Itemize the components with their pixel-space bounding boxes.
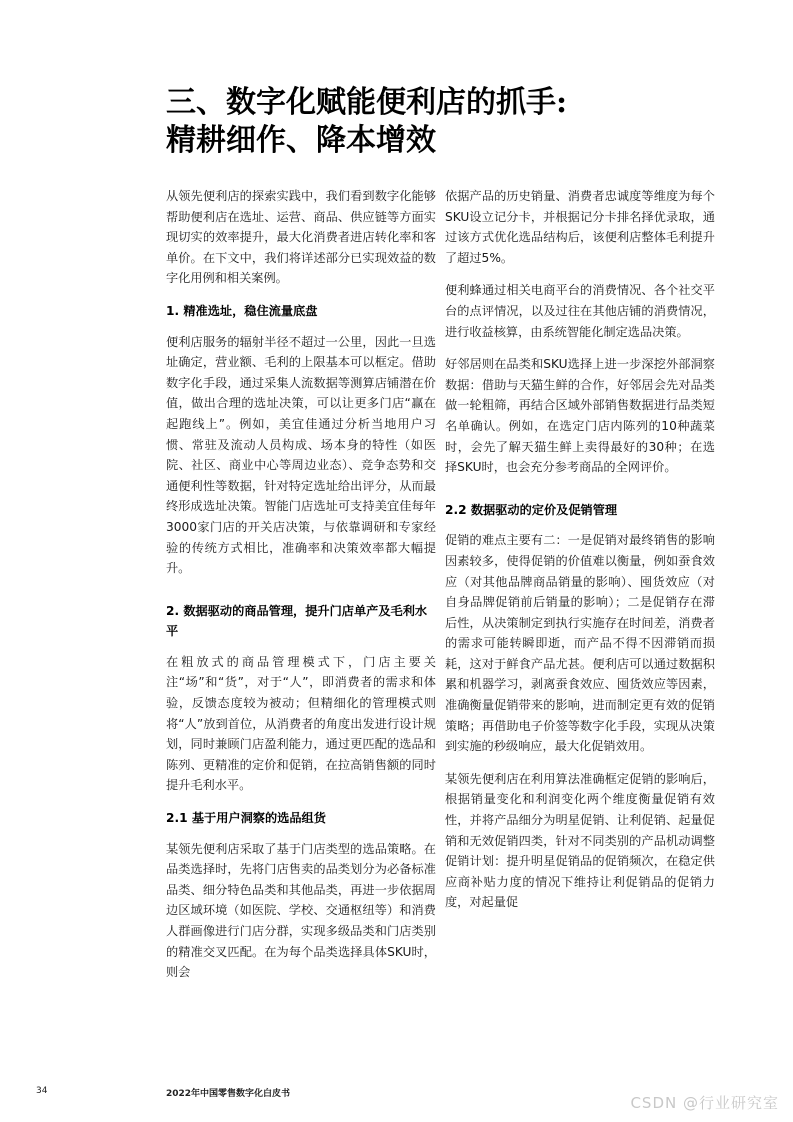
haolinju-paragraph: 好邻居则在品类和SKU选择上进一步深挖外部洞察数据：借助与天猫生鲜的合作，好邻居会先对品类做一轮粗筛，再结合区域外部销售数据进行品类短名单确认。例如，在选定门店内陈列的10种蔬菜时，会先了解天猫生鲜上卖得最好的30种；在选择SKU时，也会充分参考商品的全网评价。 — [445, 357, 715, 475]
section-heading-2: 2. 数据驱动的商品管理，提升门店单产及毛利水平 — [166, 603, 428, 639]
page-number: 34 — [36, 1086, 48, 1096]
intro-paragraph: 从领先便利店的探索实践中，我们看到数字化能够帮助便利店在选址、运营、商品、供应链等方面实现切实的效率提升，最大化消费者进店转化率和客单价。在下文中，我们将详述部分已实现效益的数字化用例和相关案例。 — [166, 189, 436, 286]
title-line-1: 三、数字化赋能便利店的抓手: — [166, 85, 568, 120]
section-1-paragraph: 便利店服务的辐射半径不超过一公里，因此一旦选址确定，营业额、毛利的上限基本可以框定。借助数字化手段，通过采集人流数据等测算店铺潜在价值，做出合理的选址决策，可以让更多门店“赢在起跑线上”。例如，美宜佳通过分析当地用户习惯、常驻及流动人员构成、场本身的特性（如医院、社区、商业中心等周边业态）、竞争态势和交通便利性等数据，针对特定选址给出评分，从而最终形成选址决策。智能门店选址可支持美宜佳每年3000家门店的开关店决策，与依靠调研和专家经验的传统方式相比，准确率和决策效率都大幅提升。 — [166, 334, 436, 576]
section-2-1-continued-paragraph: 依据产品的历史销量、消费者忠诚度等维度为每个SKU设立记分卡，并根据记分卡排名择优录取，通过该方式优化选品结构后，该便利店整体毛利提升了超过5%。 — [445, 189, 715, 265]
section-heading-2-2: 2.2 数据驱动的定价及促销管理 — [445, 502, 618, 517]
promotion-difficulty-paragraph: 促销的难点主要有二：一是促销对最终销售的影响因素较多，使得促销的价值难以衡量，例如蚕食效应（对其他品牌商品销量的影响）、囤货效应（对自身品牌促销前后销量的影响）；二是促销存在滞后性，从决策制定到执行实施存在时间差，消费者的需求可能转瞬即逝，而产品不得不因滞销而损耗，这对于鲜食产品尤甚。便利店可以通过数据积累和机器学习，剥离蚕食效应、囤货效应等因素，准确衡量促销带来的影响，进而制定更有效的促销策略；再借助电子价签等数字化手段，实现从决策到实施的秒级响应，最大化促销效用。 — [445, 533, 715, 754]
section-heading-1: 1. 精准选址，稳住流量底盘 — [166, 303, 318, 318]
right-column — [445, 186, 715, 925]
page-title — [166, 84, 726, 160]
watermark: CSDN @行业研究室 — [630, 1094, 779, 1112]
title-line-2: 精耕细作、降本增效 — [166, 123, 436, 158]
section-heading-2-1: 2.1 基于用户洞察的选品组货 — [166, 811, 326, 826]
section-2-1-paragraph: 某领先便利店采取了基于门店类型的选品策略。在品类选择时，先将门店售卖的品类划分为必备标准品类、细分特色品类和其他品类，再进一步依据周边区域环境（如医院、学校、交通枢纽等）和消费人群画像进行门店分群，实现多级品类和门店类别的精准交叉匹配。在为每个品类选择具体SKU时，则会 — [166, 841, 436, 980]
section-2-paragraph: 在粗放式的商品管理模式下，门店主要关注“场”和“货”，对于“人”，即消费者的需求和体验，反馈态度较为被动；但精细化的管理模式则将“人”放到首位，从消费者的角度出发进行设计规划，同时兼顾门店盈利能力，通过更匹配的选品和陈列、更精准的定价和促销，在拉高销售额的同时提升毛利水平。 — [166, 654, 436, 793]
promotion-case-paragraph: 某领先便利店在利用算法准确框定促销的影响后，根据销量变化和利润变化两个维度衡量促销有效性，并将产品细分为明星促销、让利促销、起量促销和无效促销四类，针对不同类别的产品机动调整促销计划：提升明星促销品的促销频次，在稳定供应商补贴力度的情况下维持让利促销品的促销力度，对起量促 — [445, 771, 715, 910]
left-column — [166, 186, 436, 995]
footer-doc-title: 2022年中国零售数字化白皮书 — [166, 1089, 291, 1099]
bianlifeng-paragraph: 便利蜂通过相关电商平台的消费情况、各个社交平台的点评情况，以及过往在其他店铺的消费情况，进行收益核算，由系统智能化制定选品决策。 — [445, 283, 715, 339]
